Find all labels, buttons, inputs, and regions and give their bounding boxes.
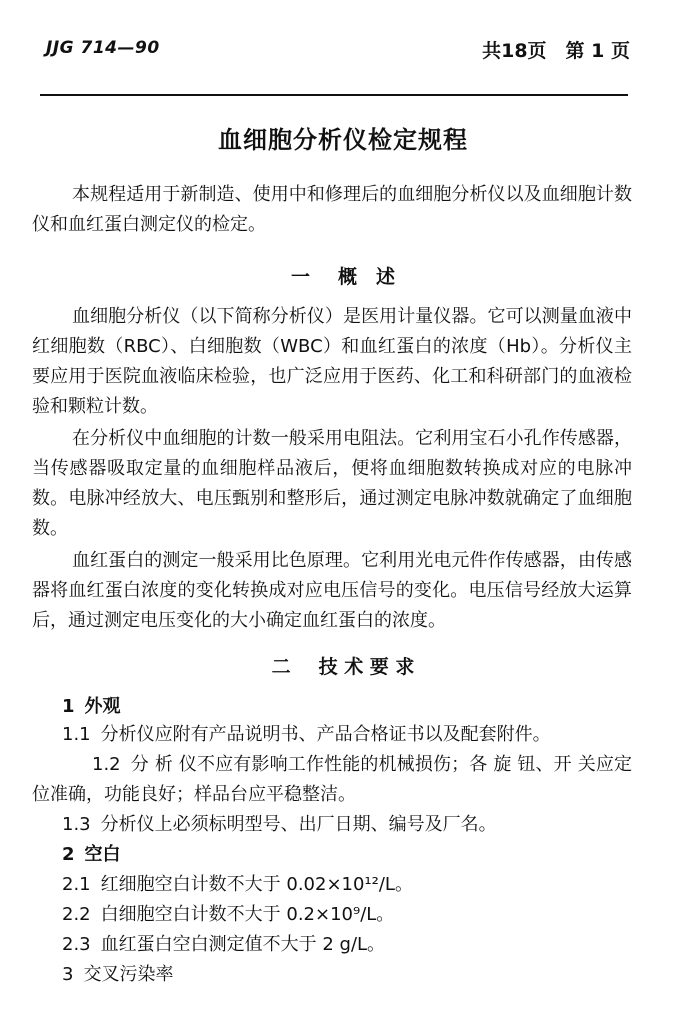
clause-3: 3 交叉污染率 (62, 964, 174, 985)
section-2-heading (0, 652, 686, 679)
section-1-title: 概 述 (338, 266, 396, 288)
section-2-number: 二 (271, 656, 291, 678)
section-1-paragraph: 血红蛋白的测定一般采用比色原理。它利用光电元件作传感器，由传感器将血红蛋白浓度的变化转换成对应电压信号的变化。电压信号经放大运算后，通过测定电压变化的大小确定血红蛋白的浓度。 (32, 550, 632, 631)
intro-paragraph: 本规程适用于新制造、使用中和修理后的血细胞分析仪以及血细胞计数仪和血红蛋白测定仪的检定。 (32, 184, 632, 235)
standard-code: JJG 714—90 (46, 38, 160, 58)
header-divider (40, 94, 628, 96)
document-title: 血细胞分析仪检定规程 (218, 126, 468, 154)
clause-1-2: 1.2 分 析 仪不应有影响工作性能的机械损伤；各 旋 钮、开 关应定位准确，功能良好；样品台应平稳整洁。 (32, 754, 632, 805)
section-1-paragraph: 在分析仪中血细胞的计数一般采用电阻法。它利用宝石小孔作传感器，当传感器吸取定量的血细胞样品液后，便将血细胞数转换成对应的电脉冲数。电脉冲经放大、电压甄别和整形后，通过测定电脉冲数就确定了血细胞数。 (32, 428, 632, 539)
page-header (0, 28, 686, 72)
section-1-number: 一 (290, 266, 310, 288)
clause-2-3: 2.3 血红蛋白空白测定值不大于 2 g/L。 (62, 934, 386, 955)
section-1-paragraph: 血细胞分析仪（以下简称分析仪）是医用计量仪器。它可以测量血液中红细胞数（RBC）、白细胞数（WBC）和血红蛋白的浓度（Hb）。分析仪主要应用于医院血液临床检验，也广泛应用于医药、化工和科研部门的血液检验和颗粒计数。 (32, 306, 632, 417)
section-2-title: 技 术 要 求 (318, 656, 415, 678)
clause-1: 1 外观 (62, 696, 121, 717)
section-1-heading (0, 262, 686, 289)
clause-1-1: 1.1 分析仪应附有产品说明书、产品合格证书以及配套附件。 (62, 724, 551, 745)
page-count: 共18页 第 1 页 (482, 40, 630, 62)
clause-1-3: 1.3 分析仪上必须标明型号、出厂日期、编号及厂名。 (62, 814, 497, 835)
clause-2-2: 2.2 白细胞空白计数不大于 0.2×10⁹/L。 (62, 904, 395, 925)
clause-2-1: 2.1 红细胞空白计数不大于 0.02×10¹²/L。 (62, 874, 413, 895)
clause-2: 2 空白 (62, 844, 121, 865)
